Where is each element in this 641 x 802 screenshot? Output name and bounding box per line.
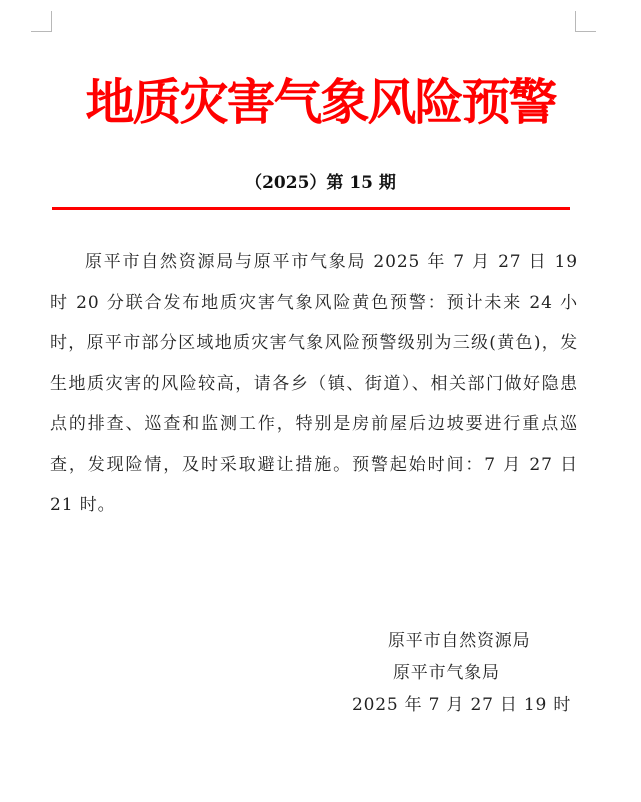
document-body bbox=[50, 242, 578, 526]
document-title: 地质灾害气象风险预警 bbox=[85, 73, 556, 131]
signature-issuer-1: 原平市自然资源局 bbox=[388, 631, 531, 651]
signature-issuer-2: 原平市气象局 bbox=[393, 663, 500, 683]
signature-date: 2025 年 7 月 27 日 19 时 bbox=[352, 695, 572, 715]
issue-number: （2025）第 15 期 bbox=[245, 173, 396, 193]
page-corner-mark-top-left bbox=[31, 11, 52, 32]
red-divider bbox=[52, 207, 570, 210]
body-paragraph: 原平市自然资源局与原平市气象局 2025 年 7 月 27 日 19 时 20 分联合发布地质灾害气象风险黄色预警：预计未来 24 小时，原平市部分区域地质灾害气象风险预警级别为三级(黄色)，发生地质灾害的风险较高，请各乡（镇、街道）、相关部门做好隐患点的排查、巡查和监测工作，特别是房前屋后边坡要进行重点巡查，发现险情，及时采取避让措施。预警起始时间：7 月 27 日 21 时。 bbox=[50, 252, 578, 515]
page-corner-mark-top-right bbox=[575, 11, 596, 32]
